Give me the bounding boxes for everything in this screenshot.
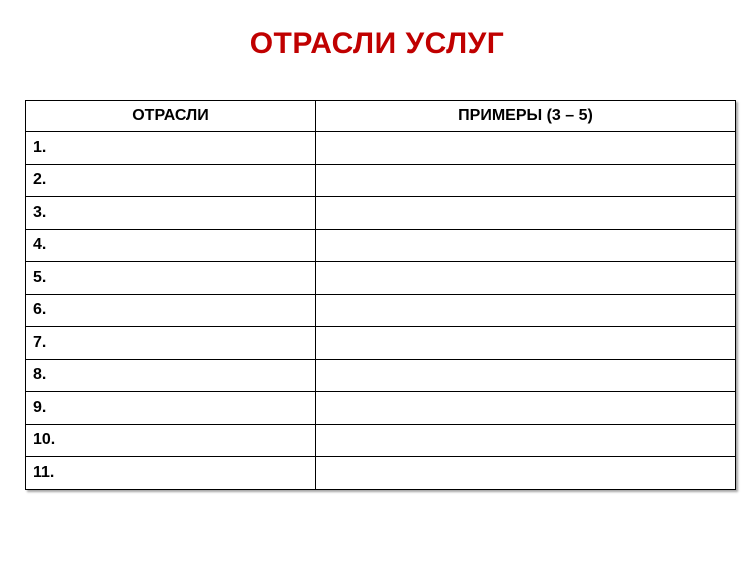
example-cell[interactable] (316, 392, 736, 425)
example-cell[interactable] (316, 262, 736, 295)
page-title: ОТРАСЛИ УСЛУГ (249, 27, 505, 60)
example-cell[interactable] (316, 229, 736, 262)
row-number: 5. (26, 262, 316, 295)
example-cell[interactable] (316, 197, 736, 230)
table-row (26, 164, 736, 197)
example-cell[interactable] (316, 294, 736, 327)
table-row (26, 457, 736, 490)
row-number: 7. (26, 327, 316, 360)
example-cell[interactable] (316, 132, 736, 165)
table-row (26, 392, 736, 425)
table-row (26, 197, 736, 230)
row-number: 8. (26, 359, 316, 392)
example-cell[interactable] (316, 164, 736, 197)
table-row (26, 294, 736, 327)
row-number: 6. (26, 294, 316, 327)
row-number: 3. (26, 197, 316, 230)
table-row (26, 132, 736, 165)
table-row (26, 229, 736, 262)
worksheet-table (25, 100, 736, 490)
example-cell[interactable] (316, 359, 736, 392)
example-cell[interactable] (316, 424, 736, 457)
example-cell[interactable] (316, 327, 736, 360)
example-cell[interactable] (316, 457, 736, 490)
row-number: 1. (26, 132, 316, 165)
table-row (26, 359, 736, 392)
row-number: 10. (26, 424, 316, 457)
row-number: 9. (26, 392, 316, 425)
column-header-examples: ПРИМЕРЫ (3 – 5) (316, 101, 736, 132)
header-row (26, 101, 736, 132)
table-row (26, 262, 736, 295)
column-header-branches: ОТРАСЛИ (26, 101, 316, 132)
table-row (26, 327, 736, 360)
row-number: 11. (26, 457, 316, 490)
row-number: 2. (26, 164, 316, 197)
row-number: 4. (26, 229, 316, 262)
table-row (26, 424, 736, 457)
